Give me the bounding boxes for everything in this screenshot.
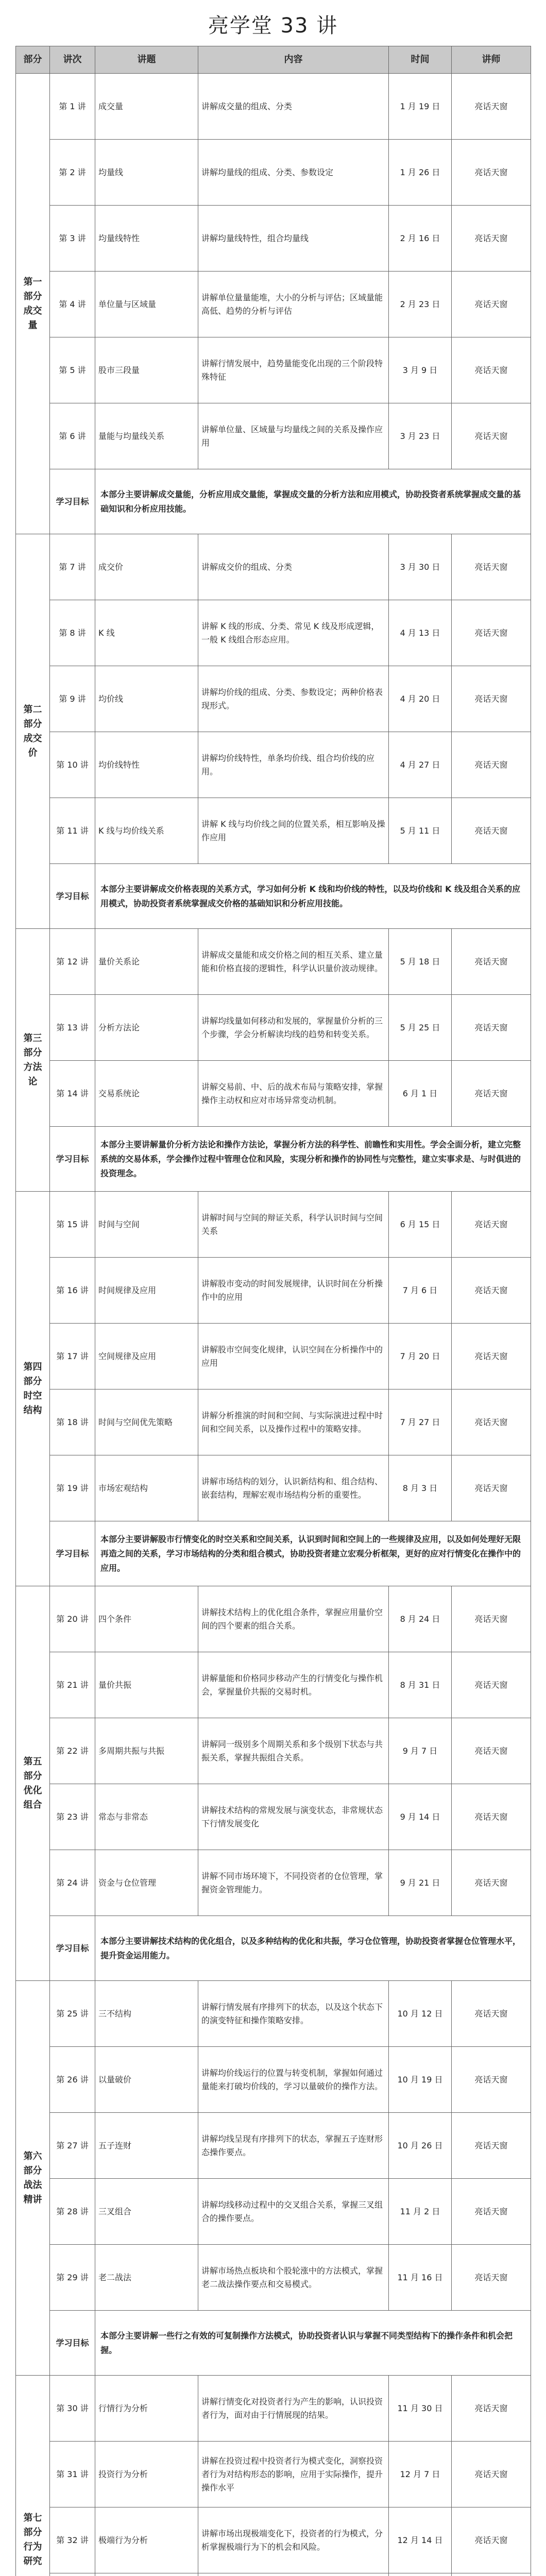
lesson-teacher-cell: 亮话天窗 — [452, 2507, 531, 2573]
lesson-number-cell: 第 11 讲 — [50, 798, 95, 864]
lesson-number-cell: 第 30 讲 — [50, 2376, 95, 2442]
lesson-number-cell: 第 17 讲 — [50, 1324, 95, 1389]
lesson-topic-cell: 时间规律及应用 — [95, 1258, 198, 1324]
lesson-topic-cell: 常态与非常态 — [95, 1784, 198, 1850]
table-row — [16, 2573, 531, 2576]
lesson-time-cell: 6 月 15 日 — [389, 1192, 452, 1258]
lesson-time-cell: 8 月 31 日 — [389, 1652, 452, 1718]
table-row — [16, 1850, 531, 1916]
lesson-time-cell: 4 月 27 日 — [389, 732, 452, 798]
lesson-topic-cell: 时间与空间优先策略 — [95, 1389, 198, 1455]
lesson-number-cell: 第 12 讲 — [50, 929, 95, 995]
lesson-teacher-cell: 亮话天窗 — [452, 272, 531, 337]
lesson-time-cell: 10 月 26 日 — [389, 2113, 452, 2179]
table-row — [16, 995, 531, 1061]
lesson-time-cell: 3 月 23 日 — [389, 403, 452, 469]
lesson-teacher-cell: 亮话天窗 — [452, 74, 531, 140]
lesson-topic-cell: 资金与仓位管理 — [95, 1850, 198, 1916]
lesson-content-cell — [198, 2573, 389, 2576]
lesson-number-cell: 第 27 讲 — [50, 2113, 95, 2179]
lesson-topic-cell: K 线与均价线关系 — [95, 798, 198, 864]
lesson-content-cell: 讲解量能和价格同步移动产生的行情变化与操作机会，掌握量价共振的交易时机。 — [198, 1652, 389, 1718]
learning-goal-label: 学习目标 — [50, 2311, 95, 2376]
table-row — [16, 337, 531, 403]
lesson-topic-cell: 投资行为分析 — [95, 2442, 198, 2507]
lesson-topic-cell: 均量线 — [95, 140, 198, 206]
lesson-content-cell: 讲解时间与空间的辩证关系，科学认识时间与空间关系 — [198, 1192, 389, 1258]
lesson-content-cell: 讲解 K 线的形成、分类、常见 K 线及形成逻辑，一般 K 线组合形态应用。 — [198, 600, 389, 666]
table-row — [16, 2047, 531, 2113]
lesson-content-cell: 讲解均线移动过程中的交叉组合关系，掌握三叉组合的操作要点。 — [198, 2179, 389, 2245]
lesson-number-cell: 第 10 讲 — [50, 732, 95, 798]
learning-goal-row — [16, 1521, 531, 1586]
lesson-number-cell: 第 4 讲 — [50, 272, 95, 337]
learning-goal-label: 学习目标 — [50, 864, 95, 929]
table-row — [16, 600, 531, 666]
lesson-time-cell: 10 月 12 日 — [389, 1981, 452, 2047]
learning-goal-text: 本部分主要讲解成交量能，分析应用成交量能，掌握成交量的分析方法和应用模式，协助投资者系统掌握成交量的基础知识和分析应用技能。 — [95, 469, 531, 534]
header-part: 部分 — [16, 46, 50, 74]
lesson-teacher-cell: 亮话天窗 — [452, 1192, 531, 1258]
header-time: 时间 — [389, 46, 452, 74]
lesson-number-cell: 第 26 讲 — [50, 2047, 95, 2113]
lesson-content-cell: 讲解均线呈现有序排列下的状态，掌握五子连财形态操作要点。 — [198, 2113, 389, 2179]
table-header-row — [16, 46, 531, 74]
header-content: 内容 — [198, 46, 389, 74]
lesson-number-cell — [50, 2573, 95, 2576]
learning-goal-text: 本部分主要讲解技术结构的优化组合，以及多种结构的优化和共振，学习仓位管理，协助投资者掌握仓位管理水平，提升资金运用能力。 — [95, 1916, 531, 1981]
table-row — [16, 1192, 531, 1258]
part-name-cell: 第二部分 成交价 — [16, 534, 50, 929]
lesson-number-cell: 第 9 讲 — [50, 666, 95, 732]
lesson-teacher-cell: 亮话天窗 — [452, 2047, 531, 2113]
table-row — [16, 1389, 531, 1455]
lesson-content-cell: 讲解单位量、区域量与均量线之间的关系及操作应用 — [198, 403, 389, 469]
table-row — [16, 1718, 531, 1784]
lesson-topic-cell: 三不结构 — [95, 1981, 198, 2047]
table-row — [16, 666, 531, 732]
part-name-cell: 第五部分 优化组合 — [16, 1586, 50, 1981]
table-row — [16, 2245, 531, 2311]
lesson-content-cell: 讲解 K 线与均价线之间的位置关系，相互影响及操作应用 — [198, 798, 389, 864]
learning-goal-row — [16, 2311, 531, 2376]
learning-goal-row — [16, 1127, 531, 1192]
lesson-time-cell: 9 月 14 日 — [389, 1784, 452, 1850]
lesson-time-cell: 2 月 16 日 — [389, 206, 452, 272]
table-row — [16, 798, 531, 864]
lesson-time-cell: 1 月 19 日 — [389, 74, 452, 140]
lesson-time-cell: 3 月 30 日 — [389, 534, 452, 600]
lesson-teacher-cell: 亮话天窗 — [452, 732, 531, 798]
lesson-content-cell: 讲解市场热点板块和个股轮涨中的方法模式，掌握老二战法操作要点和交易模式。 — [198, 2245, 389, 2311]
lesson-content-cell: 讲解单位量量能堆，大小的分析与评估；区域量能高低、趋势的分析与评估 — [198, 272, 389, 337]
lesson-number-cell: 第 6 讲 — [50, 403, 95, 469]
table-row — [16, 1784, 531, 1850]
part-name-cell: 第六部分 战法精讲 — [16, 1981, 50, 2376]
lesson-content-cell: 讲解成交价的组成、分类 — [198, 534, 389, 600]
table-row — [16, 929, 531, 995]
lesson-number-cell: 第 13 讲 — [50, 995, 95, 1061]
table-row — [16, 2442, 531, 2507]
table-row — [16, 2113, 531, 2179]
lesson-content-cell: 讲解均价线运行的位置与转变机制，掌握如何通过量能来打破均价线的，学习以量破价的操作方法。 — [198, 2047, 389, 2113]
lesson-content-cell: 讲解同一级别多个周期关系和多个级别下状态与共振关系，掌握共振组合关系。 — [198, 1718, 389, 1784]
part-name-cell: 第一部分 成交量 — [16, 74, 50, 534]
lesson-time-cell: 11 月 16 日 — [389, 2245, 452, 2311]
lesson-time-cell: 7 月 20 日 — [389, 1324, 452, 1389]
lesson-teacher-cell: 亮话天窗 — [452, 403, 531, 469]
lesson-topic-cell: 成交量 — [95, 74, 198, 140]
lesson-time-cell: 5 月 11 日 — [389, 798, 452, 864]
lesson-number-cell: 第 15 讲 — [50, 1192, 95, 1258]
lesson-number-cell: 第 31 讲 — [50, 2442, 95, 2507]
lesson-content-cell: 讲解行情发展中，趋势量能变化出现的三个阶段特殊特征 — [198, 337, 389, 403]
table-row — [16, 2507, 531, 2573]
lesson-number-cell: 第 23 讲 — [50, 1784, 95, 1850]
lesson-teacher-cell: 亮话天窗 — [452, 2376, 531, 2442]
table-row — [16, 272, 531, 337]
lesson-topic-cell: 量能与均量线关系 — [95, 403, 198, 469]
lesson-teacher-cell: 亮话天窗 — [452, 1258, 531, 1324]
part-name-cell: 第四部分 时空结构 — [16, 1192, 50, 1586]
lesson-content-cell: 讲解均价线特性，单条均价线、组合均价线的应用。 — [198, 732, 389, 798]
learning-goal-label: 学习目标 — [50, 1916, 95, 1981]
lesson-number-cell: 第 20 讲 — [50, 1586, 95, 1652]
lesson-content-cell: 讲解均价线的组成、分类、参数设定；两种价格表现形式。 — [198, 666, 389, 732]
learning-goal-label: 学习目标 — [50, 1127, 95, 1192]
learning-goal-label: 学习目标 — [50, 1521, 95, 1586]
lesson-number-cell: 第 14 讲 — [50, 1061, 95, 1127]
lesson-topic-cell: 分析方法论 — [95, 995, 198, 1061]
learning-goal-row — [16, 864, 531, 929]
lesson-number-cell: 第 28 讲 — [50, 2179, 95, 2245]
part-name-cell: 第三部分 方法论 — [16, 929, 50, 1192]
learning-goal-row — [16, 469, 531, 534]
lesson-time-cell: 3 月 9 日 — [389, 337, 452, 403]
lesson-content-cell: 讲解交易前、中、后的战术布局与策略安排，掌握操作主动权和应对市场异常变动机制。 — [198, 1061, 389, 1127]
lesson-time-cell: 5 月 25 日 — [389, 995, 452, 1061]
lesson-teacher-cell: 亮话天窗 — [452, 1389, 531, 1455]
lesson-number-cell: 第 19 讲 — [50, 1455, 95, 1521]
lesson-time-cell: 11 月 30 日 — [389, 2376, 452, 2442]
learning-goal-text: 本部分主要讲解一些行之有效的可复制操作方法模式，协助投资者认识与掌握不同类型结构下的操作条件和机会把握。 — [95, 2311, 531, 2376]
lesson-teacher-cell: 亮话天窗 — [452, 2113, 531, 2179]
lesson-content-cell: 讲解均量线特性，组合均量线 — [198, 206, 389, 272]
lesson-time-cell: 11 月 2 日 — [389, 2179, 452, 2245]
learning-goal-text: 本部分主要讲解成交价格表现的关系方式，学习如何分析 K 线和均价线的特性，以及均价线和 K 线及组合关系的应用模式，协助投资者系统掌握成交价格的基础知识和分析应用技能。 — [95, 864, 531, 929]
table-row — [16, 1981, 531, 2047]
lesson-time-cell: 1 月 26 日 — [389, 140, 452, 206]
lesson-number-cell: 第 32 讲 — [50, 2507, 95, 2573]
lesson-teacher-cell: 亮话天窗 — [452, 600, 531, 666]
table-row — [16, 1258, 531, 1324]
lesson-teacher-cell: 亮话天窗 — [452, 1850, 531, 1916]
lesson-teacher-cell: 亮话天窗 — [452, 1784, 531, 1850]
lesson-teacher-cell: 亮话天窗 — [452, 798, 531, 864]
header-lesson-number: 讲次 — [50, 46, 95, 74]
lesson-content-cell: 讲解市场出现极端变化下，投资者的行为模式，分析掌握极端行为下的机会和风险。 — [198, 2507, 389, 2573]
lesson-teacher-cell: 亮话天窗 — [452, 337, 531, 403]
table-row — [16, 732, 531, 798]
lesson-content-cell: 讲解不同市场环境下，不同投资者的仓位管理，掌握资金管理能力。 — [198, 1850, 389, 1916]
table-body — [16, 74, 531, 2576]
lesson-teacher-cell: 亮话天窗 — [452, 1586, 531, 1652]
lesson-content-cell: 讲解行情发展有序排列下的状态，以及这个状态下的演变特征和操作策略安排。 — [198, 1981, 389, 2047]
lesson-number-cell: 第 18 讲 — [50, 1389, 95, 1455]
table-row — [16, 1586, 531, 1652]
lesson-topic-cell: 均价线 — [95, 666, 198, 732]
table-row — [16, 2376, 531, 2442]
lesson-time-cell: 5 月 18 日 — [389, 929, 452, 995]
lesson-teacher-cell: 亮话天窗 — [452, 666, 531, 732]
lesson-topic-cell: 时间与空间 — [95, 1192, 198, 1258]
lesson-teacher-cell: 亮话天窗 — [452, 1061, 531, 1127]
table-row — [16, 1652, 531, 1718]
course-schedule-table — [15, 46, 531, 2576]
lesson-topic-cell: 极端行为分析 — [95, 2507, 198, 2573]
lesson-number-cell: 第 24 讲 — [50, 1850, 95, 1916]
lesson-topic-cell: 成交价 — [95, 534, 198, 600]
lesson-teacher-cell: 亮话天窗 — [452, 2442, 531, 2507]
lesson-time-cell: 8 月 24 日 — [389, 1586, 452, 1652]
lesson-content-cell: 讲解股市变动的时间发展规律，认识时间在分析操作中的应用 — [198, 1258, 389, 1324]
lesson-content-cell: 讲解技术结构的常规发展与演变状态，非常规状态下行情发展变化 — [198, 1784, 389, 1850]
learning-goal-text: 本部分主要讲解股市行情变化的时空关系和空间关系，认识到时间和空间上的一些规律及应用，以及如何处理好无限再造之间的关系，学习市场结构的分类和组合模式，协助投资者建立宏观分析框架，更好的应对行情变化在操作中的应用。 — [95, 1521, 531, 1586]
lesson-topic-cell: 交易系统论 — [95, 1061, 198, 1127]
lesson-content-cell: 讲解均量线的组成、分类、参数设定 — [198, 140, 389, 206]
page — [15, 0, 531, 2576]
table-row — [16, 534, 531, 600]
lesson-number-cell: 第 21 讲 — [50, 1652, 95, 1718]
lesson-topic-cell — [95, 2573, 198, 2576]
lesson-topic-cell: 单位量与区域量 — [95, 272, 198, 337]
lesson-teacher-cell: 亮话天窗 — [452, 2245, 531, 2311]
lesson-time-cell: 12 月 14 日 — [389, 2507, 452, 2573]
lesson-number-cell: 第 16 讲 — [50, 1258, 95, 1324]
lesson-teacher-cell: 亮话天窗 — [452, 1324, 531, 1389]
lesson-content-cell: 讲解成交量的组成、分类 — [198, 74, 389, 140]
lesson-time-cell: 2 月 23 日 — [389, 272, 452, 337]
lesson-time-cell: 6 月 1 日 — [389, 1061, 452, 1127]
lesson-time-cell — [389, 2573, 452, 2576]
lesson-topic-cell: 以量破价 — [95, 2047, 198, 2113]
lesson-number-cell: 第 1 讲 — [50, 74, 95, 140]
lesson-topic-cell: 空间规律及应用 — [95, 1324, 198, 1389]
lesson-time-cell: 10 月 19 日 — [389, 2047, 452, 2113]
lesson-content-cell: 讲解行情变化对投资者行为产生的影响，认识投资者行为，面对由于行情展现的结果。 — [198, 2376, 389, 2442]
lesson-teacher-cell: 亮话天窗 — [452, 929, 531, 995]
lesson-topic-cell: 量价关系论 — [95, 929, 198, 995]
lesson-teacher-cell: 亮话天窗 — [452, 206, 531, 272]
lesson-topic-cell: 三叉组合 — [95, 2179, 198, 2245]
lesson-content-cell: 讲解分析推演的时间和空间、与实际演进过程中时间和空间关系，以及操作过程中的策略安排。 — [198, 1389, 389, 1455]
lesson-number-cell: 第 3 讲 — [50, 206, 95, 272]
lesson-topic-cell: 行情行为分析 — [95, 2376, 198, 2442]
lesson-number-cell: 第 8 讲 — [50, 600, 95, 666]
header-topic: 讲题 — [95, 46, 198, 74]
lesson-content-cell: 讲解在投资过程中投资者行为模式变化，洞察投资者行为对结构形态的影响，应用于实际操作，提升操作水平 — [198, 2442, 389, 2507]
header-teacher: 讲师 — [452, 46, 531, 74]
lesson-teacher-cell: 亮话天窗 — [452, 1455, 531, 1521]
lesson-content-cell: 讲解技术结构上的优化组合条件，掌握应用量价空间的四个要素的组合关系。 — [198, 1586, 389, 1652]
lesson-topic-cell: 股市三段量 — [95, 337, 198, 403]
table-row — [16, 403, 531, 469]
table-row — [16, 2179, 531, 2245]
part-name-cell: 第七部分 行为研究 — [16, 2376, 50, 2576]
lesson-time-cell: 4 月 20 日 — [389, 666, 452, 732]
lesson-number-cell: 第 2 讲 — [50, 140, 95, 206]
lesson-time-cell: 9 月 7 日 — [389, 1718, 452, 1784]
learning-goal-label: 学习目标 — [50, 469, 95, 534]
lesson-content-cell: 讲解成交量能和成交价格之间的相互关系、建立量能和价格直接的逻辑性，科学认识量价波动规律。 — [198, 929, 389, 995]
lesson-number-cell: 第 22 讲 — [50, 1718, 95, 1784]
table-row — [16, 1061, 531, 1127]
lesson-topic-cell: K 线 — [95, 600, 198, 666]
lesson-content-cell: 讲解市场结构的划分，认识新结构和、组合结构、嵌套结构，理解宏观市场结构分析的重要性。 — [198, 1455, 389, 1521]
lesson-number-cell: 第 29 讲 — [50, 2245, 95, 2311]
lesson-content-cell: 讲解股市空间变化规律，认识空间在分析操作中的应用 — [198, 1324, 389, 1389]
lesson-teacher-cell: 亮话天窗 — [452, 1652, 531, 1718]
lesson-teacher-cell: 亮话天窗 — [452, 140, 531, 206]
learning-goal-text: 本部分主要讲解量价分析方法论和操作方法论，掌握分析方法的科学性、前瞻性和实用性。学会全面分析，建立完整系统的交易体系，学会操作过程中管理仓位和风险，实现分析和操作的协同性与完整性，建立实事求是、与时俱进的投资理念。 — [95, 1127, 531, 1192]
lesson-teacher-cell: 亮话天窗 — [452, 534, 531, 600]
lesson-time-cell: 9 月 21 日 — [389, 1850, 452, 1916]
lesson-topic-cell: 五子连财 — [95, 2113, 198, 2179]
learning-goal-row — [16, 1916, 531, 1981]
table-row — [16, 1455, 531, 1521]
lesson-teacher-cell: 亮话天窗 — [452, 1718, 531, 1784]
lesson-number-cell: 第 7 讲 — [50, 534, 95, 600]
lesson-teacher-cell: 亮话天窗 — [452, 995, 531, 1061]
lesson-topic-cell: 四个条件 — [95, 1586, 198, 1652]
lesson-topic-cell: 量价共振 — [95, 1652, 198, 1718]
lesson-topic-cell: 老二战法 — [95, 2245, 198, 2311]
lesson-time-cell: 4 月 13 日 — [389, 600, 452, 666]
lesson-teacher-cell: 亮话天窗 — [452, 2179, 531, 2245]
lesson-time-cell: 12 月 7 日 — [389, 2442, 452, 2507]
lesson-time-cell: 7 月 6 日 — [389, 1258, 452, 1324]
table-row — [16, 74, 531, 140]
lesson-content-cell: 讲解均线量如何移动和发展的，掌握量价分析的三个步骤，学会分析解读均线的趋势和转变关系。 — [198, 995, 389, 1061]
table-row — [16, 140, 531, 206]
lesson-topic-cell: 均量线特性 — [95, 206, 198, 272]
lesson-teacher-cell: 亮话天窗 — [452, 1981, 531, 2047]
table-row — [16, 1324, 531, 1389]
lesson-topic-cell: 市场宏观结构 — [95, 1455, 198, 1521]
lesson-number-cell: 第 5 讲 — [50, 337, 95, 403]
lesson-topic-cell: 多周期共振与共振 — [95, 1718, 198, 1784]
lesson-topic-cell: 均价线特性 — [95, 732, 198, 798]
lesson-time-cell: 8 月 3 日 — [389, 1455, 452, 1521]
table-row — [16, 206, 531, 272]
lesson-number-cell: 第 25 讲 — [50, 1981, 95, 2047]
page-title: 亮学堂 33 讲 — [208, 14, 338, 38]
lesson-teacher-cell — [452, 2573, 531, 2576]
lesson-time-cell: 7 月 27 日 — [389, 1389, 452, 1455]
